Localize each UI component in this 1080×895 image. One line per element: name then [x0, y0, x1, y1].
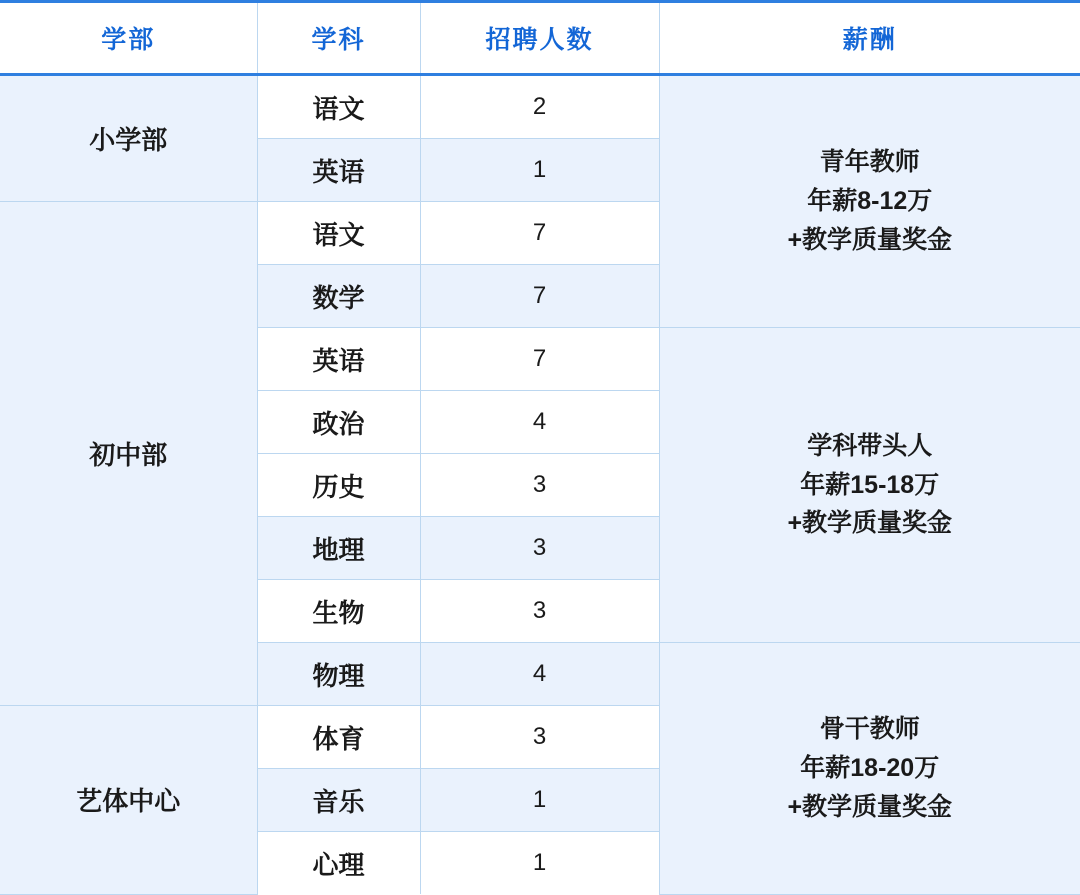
header-row	[0, 2, 1080, 75]
count-cell: 3	[420, 517, 659, 580]
column-header-salary: 薪酬	[659, 2, 1080, 75]
column-header-department: 学部	[0, 2, 257, 75]
subject-cell: 政治	[257, 391, 420, 454]
subject-cell: 数学	[257, 265, 420, 328]
salary-cell-junior	[659, 75, 1080, 328]
salary-cell-backbone	[659, 643, 1080, 895]
salary-range: 年薪15-18万	[800, 470, 940, 499]
count-cell: 1	[420, 832, 659, 895]
table-header	[0, 2, 1080, 75]
salary-title: 骨干教师	[819, 715, 920, 744]
count-cell: 7	[420, 265, 659, 328]
subject-cell: 历史	[257, 454, 420, 517]
subject-cell: 生物	[257, 580, 420, 643]
count-cell: 7	[420, 202, 659, 265]
count-cell: 3	[420, 580, 659, 643]
column-header-subject: 学科	[257, 2, 420, 75]
subject-cell: 音乐	[257, 769, 420, 832]
subject-cell: 体育	[257, 706, 420, 769]
salary-bonus: +教学质量奖金	[787, 792, 953, 821]
count-cell: 2	[420, 75, 659, 139]
department-cell-arts: 艺体中心	[0, 706, 257, 895]
salary-title: 青年教师	[819, 148, 920, 177]
table-row	[0, 75, 1080, 139]
count-cell: 3	[420, 454, 659, 517]
department-cell-middle: 初中部	[0, 202, 257, 706]
salary-title: 学科带头人	[807, 431, 933, 460]
subject-cell: 地理	[257, 517, 420, 580]
subject-cell: 语文	[257, 75, 420, 139]
count-cell: 1	[420, 139, 659, 202]
count-cell: 3	[420, 706, 659, 769]
department-cell-primary: 小学部	[0, 75, 257, 202]
count-cell: 1	[420, 769, 659, 832]
subject-cell: 物理	[257, 643, 420, 706]
column-header-count: 招聘人数	[420, 2, 659, 75]
salary-bonus: +教学质量奖金	[787, 225, 953, 254]
count-cell: 7	[420, 328, 659, 391]
subject-cell: 英语	[257, 139, 420, 202]
salary-bonus: +教学质量奖金	[787, 509, 953, 538]
salary-range: 年薪8-12万	[807, 187, 933, 216]
count-cell: 4	[420, 643, 659, 706]
table-body	[0, 75, 1080, 895]
subject-cell: 心理	[257, 832, 420, 895]
salary-range: 年薪18-20万	[800, 753, 940, 782]
subject-cell: 语文	[257, 202, 420, 265]
count-cell: 4	[420, 391, 659, 454]
subject-cell: 英语	[257, 328, 420, 391]
salary-cell-leader	[659, 328, 1080, 643]
